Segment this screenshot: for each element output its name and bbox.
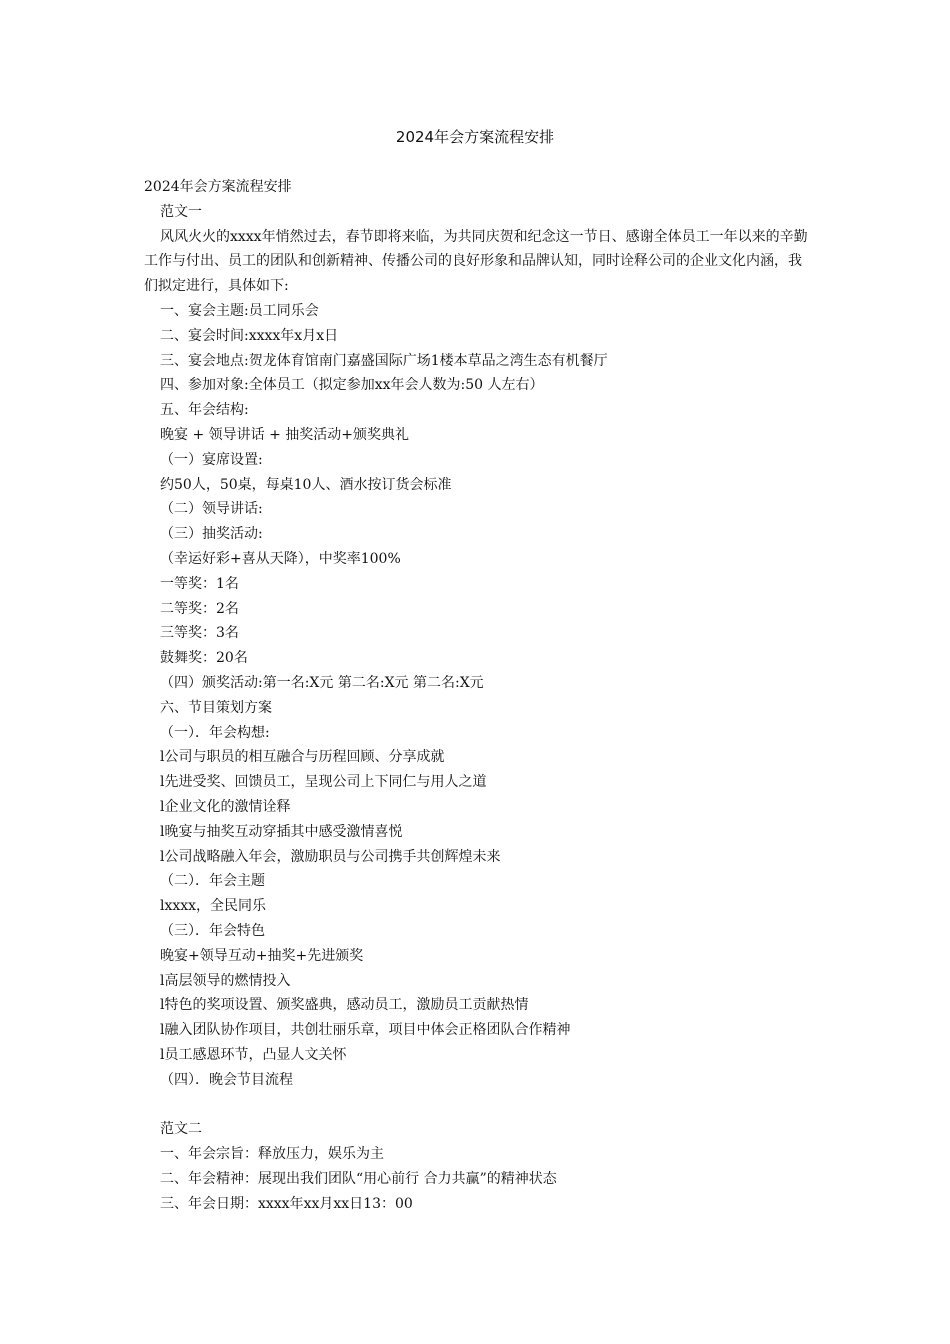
item-prize-2: 二等奖：2名: [160, 600, 239, 617]
item-program: 六、节目策划方案: [160, 699, 272, 716]
item-concept-4: l晚宴与抽奖互动穿插其中感受激情喜悦: [160, 823, 403, 840]
doc-heading: 2024年会方案流程安排: [144, 179, 292, 195]
item-prize-encourage: 鼓舞奖：20名: [160, 650, 248, 667]
item-prize-3: 三等奖：3名: [160, 625, 239, 642]
item-concept-2: l先进受奖、回馈员工，呈现公司上下同仁与用人之道: [160, 774, 487, 791]
item-concept: （一）．年会构想:: [160, 724, 270, 741]
item-flow: （四）．晚会节目流程: [160, 1071, 293, 1088]
item-attendees: 四、参加对象:全体员工（拟定参加xx年会人数为:50 人左右）: [160, 377, 544, 394]
item-seating-detail: 约50人，50桌，每桌10人、酒水按订货会标准: [160, 476, 452, 493]
item-features-3: l融入团队协作项目，共创壮丽乐章，项目中体会正格团队合作精神: [160, 1022, 571, 1039]
intro-paragraph: [144, 225, 814, 299]
item-place: 三、宴会地点:贺龙体育馆南门嘉盛国际广场1楼本草品之湾生态有机餐厅: [160, 352, 608, 369]
item-concept-1: l公司与职员的相互融合与历程回顾、分享成就: [160, 749, 445, 766]
intro-text: 风风火火的xxxx年悄然过去，春节即将来临，为共同庆贺和纪念这一节日、感谢全体员工一年以来的辛勤工作与付出、员工的团队和创新精神、传播公司的良好形象和品牌认知，同时诠释公司的企业文化内涵，我们拟定进行，具体如下:: [144, 228, 808, 295]
spacer: [144, 1092, 814, 1117]
item-speech: （二）领导讲话:: [160, 501, 263, 518]
item-annual-theme: （二）．年会主题: [160, 873, 265, 890]
item2-date: 三、年会日期：xxxx年xx月xx日13：00: [160, 1195, 413, 1212]
item-features-detail: 晚宴+领导互动+抽奖+先进颁奖: [160, 947, 364, 964]
item-features-4: l员工感恩环节，凸显人文关怀: [160, 1046, 347, 1063]
item2-purpose: 一、年会宗旨：释放压力，娱乐为主: [160, 1146, 384, 1163]
item-structure-detail: 晚宴 + 领导讲话 + 抽奖活动+颁奖典礼: [160, 426, 409, 443]
section-heading-2: 范文二: [160, 1121, 202, 1138]
document-body: [144, 175, 814, 1216]
item-annual-theme-detail: lxxxx，全民同乐: [160, 898, 267, 915]
page-title: 2024年会方案流程安排: [395, 128, 555, 146]
item-features-2: l特色的奖项设置、颁奖盛典，感动员工，激励员工贡献热情: [160, 997, 529, 1014]
item-award: （四）颁奖活动:第一名:X元 第二名:X元 第二名:X元: [160, 674, 484, 691]
item-seating: （一）宴席设置:: [160, 451, 263, 468]
item-time: 二、宴会时间:xxxx年x月x日: [160, 327, 339, 344]
item2-spirit: 二、年会精神：展现出我们团队“用心前行 合力共赢”的精神状态: [160, 1170, 557, 1187]
item-structure: 五、年会结构:: [160, 402, 249, 419]
item-features: （三）．年会特色: [160, 922, 265, 939]
item-prize-1: 一等奖：1名: [160, 575, 239, 592]
item-concept-5: l公司战略融入年会，激励职员与公司携手共创辉煌未来: [160, 848, 501, 865]
item-theme: 一、宴会主题:员工同乐会: [160, 302, 319, 319]
item-lottery-detail: （幸运好彩+喜从天降），中奖率100%: [160, 550, 401, 567]
item-features-1: l高层领导的燃情投入: [160, 972, 291, 989]
section-heading-1: 范文一: [160, 203, 202, 220]
item-concept-3: l企业文化的激情诠释: [160, 798, 291, 815]
item-lottery: （三）抽奖活动:: [160, 526, 263, 543]
